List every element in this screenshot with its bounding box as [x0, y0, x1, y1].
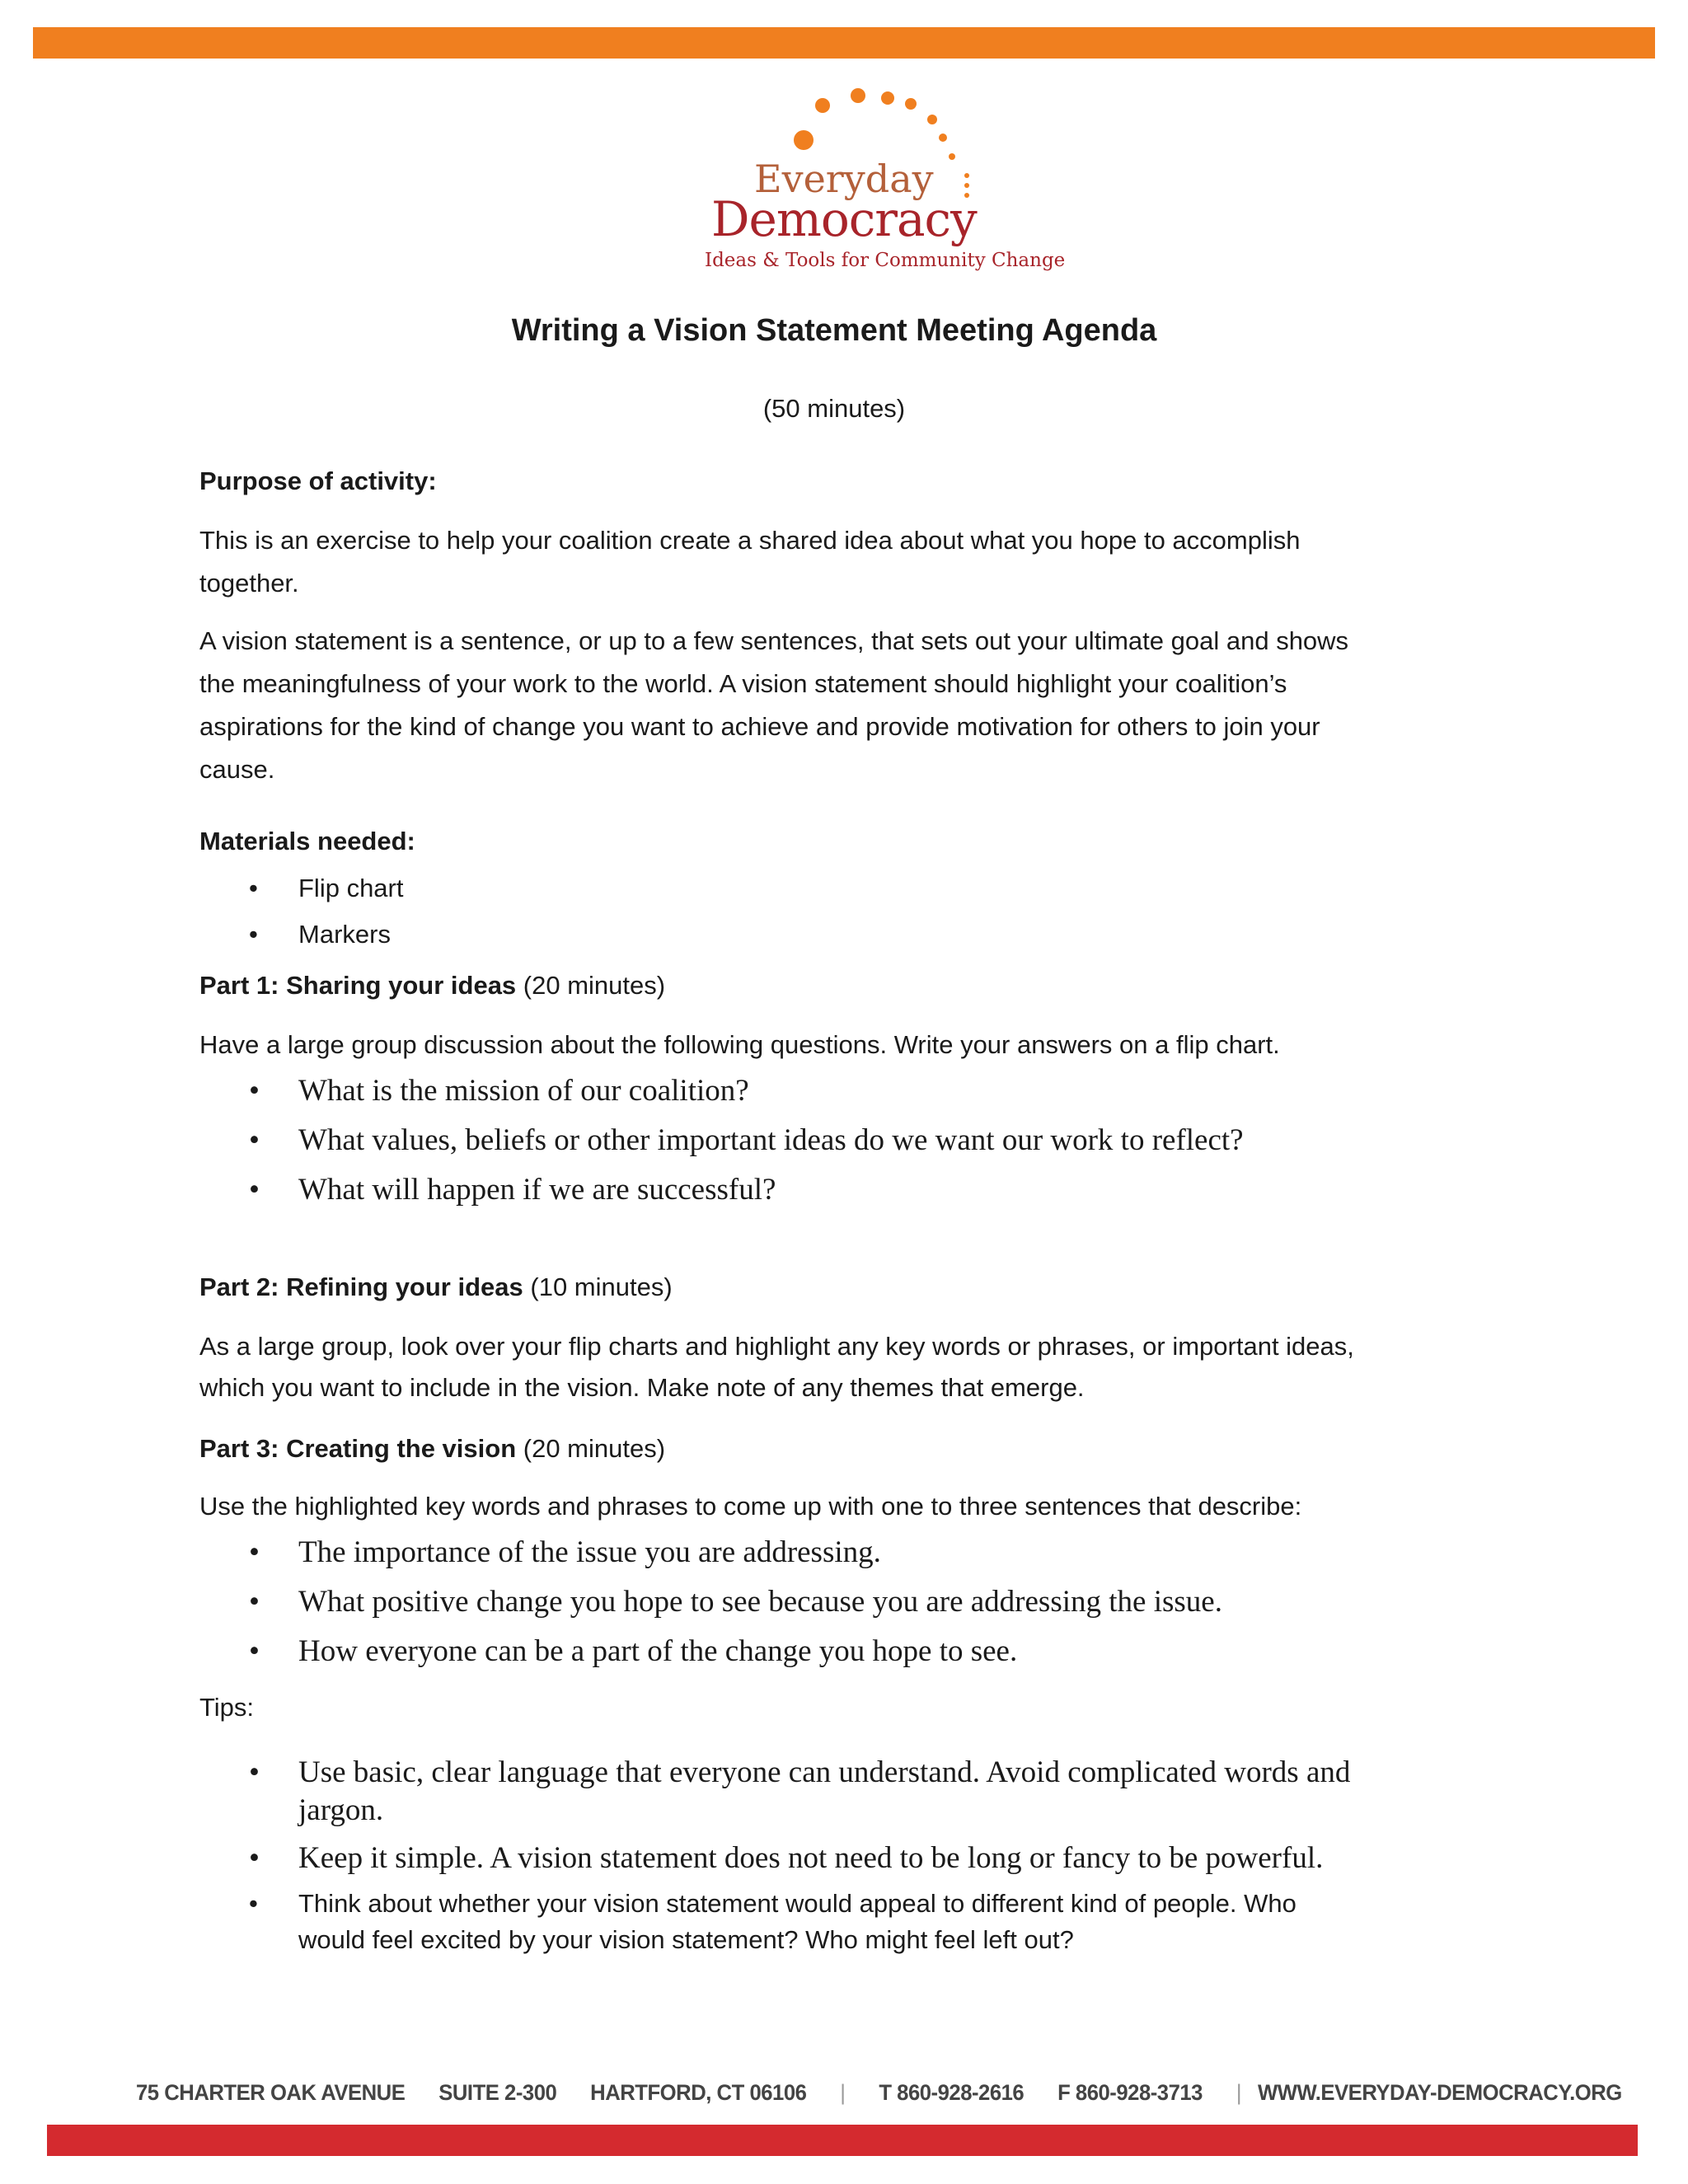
- list-item: • Markers: [249, 920, 391, 949]
- part2-time: (10 minutes): [523, 1272, 673, 1301]
- part3-time: (20 minutes): [516, 1434, 666, 1463]
- footer-city: HARTFORD, CT 06106: [590, 2080, 807, 2105]
- part3-heading-line: [199, 1427, 1485, 1470]
- tips-label: Tips:: [199, 1693, 255, 1722]
- bullet-icon: •: [249, 920, 258, 949]
- part1-questions-list: [199, 1073, 1485, 1221]
- part3-heading: Part 3: Creating the vision: [199, 1434, 517, 1463]
- footer-suite: SUITE 2-300: [438, 2080, 557, 2105]
- purpose-para2-line2: the meaningfulness of your work to the world. A vision statement should highlight your coalition’s: [199, 669, 1287, 698]
- part2-line2: which you want to include in the vision. Make note of any themes that emerge.: [199, 1373, 1085, 1402]
- footer-website-link[interactable]: WWW.EVERYDAY-DEMOCRACY.ORG: [1257, 2080, 1622, 2105]
- list-item: • How everyone can be a part of the change you hope to see.: [249, 1634, 1018, 1668]
- list-item: • Use basic, clear language that everyone can understand. Avoid complicated words and jargon.: [249, 1755, 1351, 1827]
- bullet-icon: •: [249, 874, 258, 902]
- purpose-para2-line1: A vision statement is a sentence, or up to a few sentences, that sets out your ultimate goal and shows: [199, 626, 1349, 655]
- footer-contact: [136, 2080, 1650, 2106]
- list-item: • What positive change you hope to see because you are addressing the issue.: [249, 1585, 1222, 1619]
- part1-heading: Part 1: Sharing your ideas: [199, 971, 517, 1000]
- list-item: • The importance of the issue you are addressing.: [249, 1535, 881, 1569]
- purpose-para1-line1: This is an exercise to help your coalition create a shared idea about what you hope to accomplish: [199, 526, 1301, 555]
- top-accent-bar: [33, 27, 1655, 59]
- bullet-icon: •: [249, 1755, 260, 1789]
- footer-address: 75 CHARTER OAK AVENUE: [136, 2080, 406, 2105]
- list-item: • What is the mission of our coalition?: [249, 1074, 749, 1108]
- bullet-icon: •: [249, 1585, 260, 1619]
- bullet-icon: •: [249, 1074, 260, 1108]
- bullet-icon: •: [249, 1634, 260, 1668]
- logo-tagline: Ideas & Tools for Community Change: [705, 250, 1066, 271]
- bullet-icon: •: [249, 1123, 260, 1157]
- list-item: • Flip chart: [249, 874, 404, 902]
- list-item: • What will happen if we are successful?: [249, 1173, 776, 1207]
- purpose-para2-line4: cause.: [199, 755, 275, 784]
- list-item: • What values, beliefs or other important ideas do we want our work to reflect?: [249, 1123, 1244, 1157]
- bullet-icon: •: [249, 1535, 260, 1569]
- part1-heading-line: [199, 964, 1485, 1007]
- footer-separator: |: [840, 2080, 846, 2105]
- document-title: Writing a Vision Statement Meeting Agenda: [511, 313, 1157, 348]
- tips-list: [199, 1754, 1485, 1886]
- part1-intro: Have a large group discussion about the following questions. Write your answers on a flip chart.: [199, 1030, 1280, 1059]
- bullet-icon: •: [249, 1173, 260, 1207]
- part3-list: [199, 1535, 1485, 1683]
- part3-intro: Use the highlighted key words and phrases to come up with one to three sentences that describe:: [199, 1492, 1302, 1521]
- bottom-accent-bar: [47, 2125, 1638, 2156]
- tips-list-continued: [199, 1886, 1485, 1965]
- purpose-heading: Purpose of activity:: [199, 466, 437, 495]
- list-item: • Think about whether your vision statement would appeal to different kind of people. Who would feel excited by your vision statement? Who might feel left out?: [199, 1886, 1485, 1965]
- document-duration: (50 minutes): [762, 394, 906, 423]
- part2-line1: As a large group, look over your flip charts and highlight any key words or phrases, or important ideas,: [199, 1332, 1354, 1361]
- bullet-icon: •: [249, 1889, 258, 1918]
- everyday-democracy-logo: [705, 78, 1066, 284]
- logo-wordmark-everyday: Everyday: [754, 157, 934, 201]
- part2-heading: Part 2: Refining your ideas: [199, 1272, 523, 1301]
- purpose-para1-line2: together.: [199, 569, 299, 598]
- footer-phone: T 860-928-2616: [879, 2080, 1025, 2105]
- footer-fax: F 860-928-3713: [1057, 2080, 1203, 2105]
- bullet-icon: •: [249, 1841, 260, 1875]
- list-item: • Keep it simple. A vision statement does not need to be long or fancy to be powerful.: [199, 1840, 1485, 1886]
- purpose-para2-line3: aspirations for the kind of change you want to achieve and provide motivation for others to join your: [199, 712, 1320, 741]
- footer-separator: |: [1236, 2080, 1242, 2105]
- logo-wordmark-democracy: Democracy: [711, 191, 977, 247]
- part1-time: (20 minutes): [516, 971, 666, 1000]
- part2-heading-line: [199, 1266, 1485, 1309]
- materials-heading: Materials needed:: [199, 827, 415, 855]
- materials-list: [199, 874, 1485, 966]
